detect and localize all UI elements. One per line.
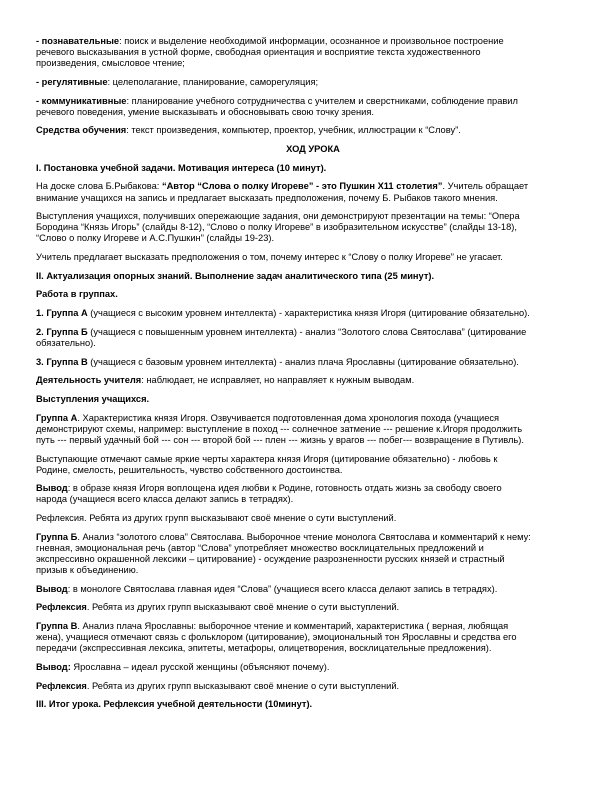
paragraph [36, 375, 590, 386]
text: произведения, смысловое чтение; [36, 58, 185, 69]
paragraph [36, 699, 590, 710]
paragraph [36, 681, 590, 692]
text: (учащиеся с повышенным уровнем интеллекта) - анализ “Золотого слова Святослава” (цитирование [87, 326, 527, 337]
text: : в монологе Святослава главная идея “Слова” (учащиеся всего класса делают запись в тетрадях). [67, 583, 498, 594]
paragraph [36, 211, 590, 244]
paragraph [36, 271, 590, 282]
bold-text: Работа в группах. [36, 289, 118, 300]
bold-text: ХОД УРОКА [286, 144, 340, 155]
bold-text: Группа А [36, 412, 78, 423]
text: экспрессивно окрашенной лексики – цитирование) - осуждение разрозненности русских князей и страстный [36, 553, 505, 564]
bold-text: Выступления учащихся. [36, 393, 150, 404]
text: . Анализ “золотого слова” Святослава. Выборочное чтение монолога Святослава и комментарий к нему: [77, 531, 531, 542]
bold-text: - регулятивные [36, 76, 108, 87]
text: передачи (экспрессивная лексика, эпитеты, метафоры, олицетворения, восклицательные предложения). [36, 643, 492, 654]
paragraph [36, 483, 590, 505]
bold-text: Вывод [36, 483, 68, 494]
text: “Слово о полку Игореве и А.С.Пушкин” (слайды 19-23). [36, 233, 275, 244]
paragraph [36, 77, 590, 88]
paragraph [36, 513, 590, 524]
paragraph [36, 621, 590, 654]
paragraph [36, 181, 590, 203]
text: путь --- первый удачный бой --- сон --- второй бой --- плен --- жизнь у врагов --- побег--- возвращение в Путивль). [36, 434, 524, 445]
paragraph [36, 289, 590, 300]
text: : планирование учебного сотрудничества с учителем и сверстниками, соблюдение правил [126, 95, 518, 106]
text: гневная, эмоциональная речь (автор “Слова” употребляет множество восклицательных предложений и [36, 542, 484, 553]
text: . Ребята из других групп высказывают своё мнение о сути выступлений. [86, 602, 400, 613]
bold-text: - коммуникативные [36, 95, 127, 106]
text: . Ребята из других групп высказывают своё мнение о сути выступлений. [86, 680, 400, 691]
bold-text: Группа Б [36, 531, 78, 542]
text: Ярославна – идеал русской женщины (объясняют почему). [70, 662, 330, 672]
text: : в образе князя Игоря воплощена идея любви к Родине, готовность отдать жизнь за свободу своего [67, 483, 502, 494]
paragraph [36, 413, 590, 446]
paragraph [36, 144, 590, 155]
bold-text: Средства обучения [36, 125, 127, 136]
text: На доске слова Б.Рыбакова: [36, 181, 162, 192]
bold-text: I. Постановка учебной задачи. Мотивация интереса (10 минут). [36, 162, 327, 173]
paragraph [36, 308, 590, 319]
text: (учащиеся с высоким уровнем интеллекта) - характеристика князя Игоря (цитирование обязательно). [87, 308, 530, 319]
bold-text: 2. Группа Б [36, 326, 88, 337]
text: призыв к объединению. [36, 565, 139, 576]
bold-text: II. Актуализация опорных знаний. Выполнение задач аналитического типа (25 минут). [36, 270, 435, 281]
paragraph [36, 532, 590, 576]
text: Выступления учащихся, получивших опережающие задания, они демонстрируют презентации на темы: “Опера [36, 211, 520, 222]
paragraph [36, 125, 590, 136]
bold-text: Рефлексия [36, 680, 87, 691]
paragraph [36, 584, 590, 595]
text: Выступающие отмечают самые яркие черты характера князя Игоря (цитирование обязательно) - любовь к [36, 453, 498, 464]
paragraph [36, 662, 590, 673]
bold-text: III. Итог урока. Рефлексия учебной деятельности (10минут). [36, 699, 313, 710]
text: : целеполагание, планирование, саморегуляция; [107, 76, 319, 87]
text: речевого поведения, умение высказывать и обосновывать свою точку зрения. [36, 106, 374, 117]
text: (учащиеся с базовым уровнем интеллекта) - анализ плача Ярославны (цитирование обязательно). [87, 356, 519, 367]
text: . Анализ плача Ярославны: выборочное чтение и комментарий, характеристика ( верная, любящая [77, 621, 509, 632]
paragraph [36, 454, 590, 476]
text: : поиск и выделение необходимой информации, осознанное и произвольное построение [119, 36, 504, 46]
bold-text: Вывод: [36, 662, 71, 672]
paragraph [36, 36, 590, 69]
paragraph [36, 252, 590, 263]
bold-text: Вывод [36, 583, 68, 594]
text: : текст произведения, компьютер, проектор, учебник, иллюстрации к “Слову”. [126, 125, 461, 136]
bold-text: “Автор “Слова о полку Игореве” - это Пушкин Х11 столетия” [161, 181, 443, 192]
bold-text: 3. Группа В [36, 356, 88, 367]
text: . Учитель обращает [442, 181, 529, 192]
paragraph [36, 96, 590, 118]
bold-text: Группа В [36, 621, 78, 632]
text: речевого высказывания в устной форме, свободная ориентация и восприятие текста художественного [36, 47, 481, 58]
bold-text: Рефлексия [36, 602, 87, 613]
paragraph [36, 602, 590, 613]
text: Бородина “Князь Игорь” (слайды 8-12), “Слово о полку Игореве” в изобразительном искусстве” (слайды 13-18), [36, 222, 517, 233]
text: . Характеристика князя Игоря. Озвучивается подготовленная дома хронология похода (учащиеся [77, 412, 500, 423]
paragraph [36, 163, 590, 174]
paragraph [36, 394, 590, 405]
text: : наблюдает, не исправляет, но направляет к нужным выводам. [141, 375, 415, 386]
text: внимание учащихся на запись и предлагает высказать предположения, почему Б. Рыбаков такого мнения. [36, 192, 498, 203]
text: Учитель предлагает высказать предположения о том, почему интерес к “Слову о полку Игореве” не угасает. [36, 252, 503, 263]
paragraph [36, 357, 590, 368]
bold-text: - познавательные [36, 36, 120, 46]
text: жена), учащиеся отмечают связь с фольклором (цитирование), эмоциональный тон Ярославны и средства его [36, 632, 517, 643]
text: обязательно). [36, 337, 96, 348]
paragraph [36, 327, 590, 349]
text: демонстрируют схемы, например: выступление в поход --- солнечное затмение --- решение к.Игоря продолжить [36, 423, 523, 434]
bold-text: Деятельность учителя [36, 375, 142, 386]
bold-text: 1. Группа А [36, 308, 88, 319]
text: Рефлексия. Ребята из других групп высказывают своё мнение о сути выступлений. [36, 513, 397, 524]
text: народа (учащиеся всего класса делают запись в тетрадях). [36, 494, 294, 505]
document-page [36, 36, 590, 718]
text: Родине, смелость, решительность, чувство собственного достоинства. [36, 464, 343, 475]
